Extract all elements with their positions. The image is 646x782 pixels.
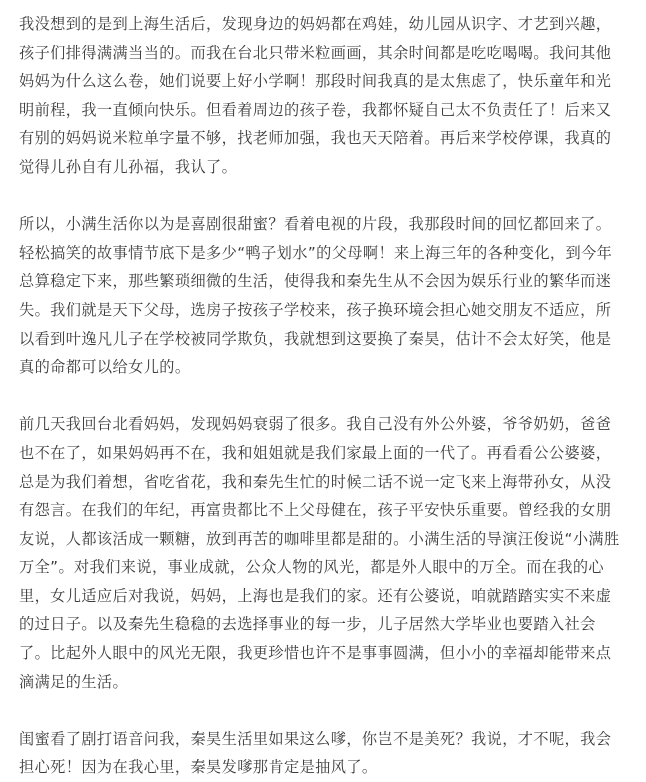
paragraph-2: 所以，小满生活你以为是喜剧很甜蜜？看着电视的片段，我那段时间的回忆都回来了。 轻松搞笑的故事情节底下是多少“鸭子划水”的父母啊！来上海三年的各种变化，到今年 总算稳定下来，那些繁琐细微的生活，使得我和秦先生从不会因为娱乐行业的繁华而迷 失。我们就是天下父母，选房子按孩子学校来，孩子换环境会担心她交朋友不适应，所 以看到叶逸凡儿子在学校被同学欺负，我就想到这要换了秦昊，估计不会太好笑，他是 真的命都可以给女儿的。 [19, 215, 613, 377]
paragraph-1: 我没想到的是到上海生活后，发现身边的妈妈都在鸡娃，幼儿园从识字、才艺到兴趣， 孩子们排得满满当当的。而我在台北只带米粒画画，其余时间都是吃吃喝喝。我问其他 妈妈为什么这么卷，她们说要上好小学啊！那段时间我真的是太焦虑了，快乐童年和光 明前程，我一直倾向快乐。但看着周边的孩子卷，我都怀疑自己太不负责任了！后来又 有别的妈妈说米粒单字量不够，找老师加强，我也天天陪着。再后来学校停课，我真的 觉得儿孙自有儿孙福，我认了。 [19, 15, 612, 176]
paragraph-3: 前几天我回台北看妈妈，发现妈妈衰弱了很多。我自己没有外公外婆，爷爷奶奶，爸爸 也不在了，如果妈妈再不在，我和姐姐就是我们家最上面的一代了。再看看公公婆婆， 总是为我们着想，省吃省花，我和秦先生忙的时候二话不说一定飞来上海带孙女，从没 有怨言。在我们的年纪，再富贵都比不上父母健在，孩子平安快乐重要。曾经我的女朋 友说，人都该活成一颗糖，放到再苦的咖啡里都是甜的。小满生活的导演汪俊说“小满胜 万全”。对我们来说，事业成就，公众人物的风光，都是外人眼中的万全。而在我的心 里，女儿适应后对我说，妈妈，上海也是我们的家。还有公婆说，咱就踏踏实实不来虚 的过日子。以及秦先生稳稳的去选择事业的每一步，儿子居然大学毕业也要踏入社会 了。比起外人眼中的风光无限，我更珍惜也许不是事事圆满，但小小的幸福却能带来点 滴满足的生活。 [19, 415, 620, 691]
paragraph-4: 闺蜜看了剧打语音问我，秦昊生活里如果这么嗲，你岂不是美死？我说，才不呢，我会 担心死！因为在我心里，秦昊发嗲那肯定是抽风了。 [19, 729, 612, 777]
